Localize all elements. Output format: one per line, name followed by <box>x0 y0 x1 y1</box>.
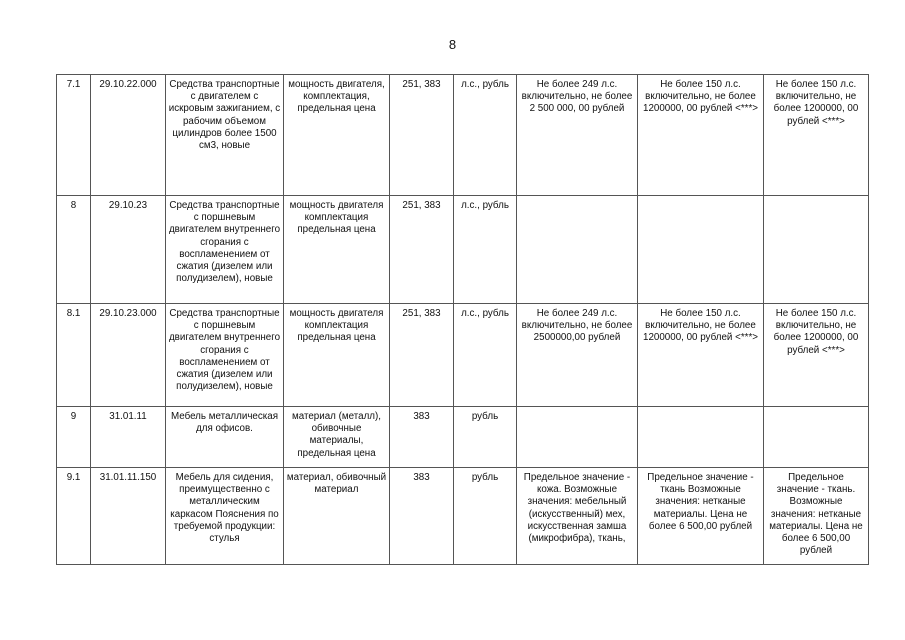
okei-code: 383 <box>390 468 454 565</box>
value-group-1 <box>517 196 638 304</box>
unit: л.с., рубль <box>454 75 517 196</box>
row-number: 8 <box>57 196 91 304</box>
value-group-3 <box>764 407 869 468</box>
characteristic: мощность двигателя комплектация предельная цена <box>284 304 390 407</box>
value-group-2 <box>638 196 764 304</box>
unit: рубль <box>454 468 517 565</box>
okpd-code: 31.01.11 <box>91 407 166 468</box>
page-number: 8 <box>448 37 457 52</box>
product-name: Мебель металлическая для офисов. <box>166 407 284 468</box>
unit: рубль <box>454 407 517 468</box>
value-group-1: Предельное значение - кожа. Возможные значения: мебельный (искусственный) мех, искусственная замша (микрофибра), ткань, <box>517 468 638 565</box>
okei-code: 251, 383 <box>390 304 454 407</box>
value-group-3: Не более 150 л.с. включительно, не более 1200000, 00 рублей <***> <box>764 304 869 407</box>
table-row <box>57 468 869 565</box>
table-row <box>57 304 869 407</box>
okei-code: 251, 383 <box>390 75 454 196</box>
value-group-3: Не более 150 л.с. включительно, не более 1200000, 00 рублей <***> <box>764 75 869 196</box>
value-group-2: Предельное значение - ткань Возможные значения: нетканые материалы. Цена не более 6 500,00 рублей <box>638 468 764 565</box>
okpd-code: 31.01.11.150 <box>91 468 166 565</box>
specification-table <box>56 74 869 565</box>
okpd-code: 29.10.23 <box>91 196 166 304</box>
row-number: 8.1 <box>57 304 91 407</box>
row-number: 9 <box>57 407 91 468</box>
characteristic: материал, обивочный материал <box>284 468 390 565</box>
characteristic: мощность двигателя, комплектация, предельная цена <box>284 75 390 196</box>
product-name: Средства транспортные с поршневым двигателем внутреннего сгорания с воспламенением от сжатия (дизелем или полудизелем), новые <box>166 304 284 407</box>
row-number: 7.1 <box>57 75 91 196</box>
product-name: Средства транспортные с двигателем с искровым зажиганием, с рабочим объемом цилиндров более 1500 см3, новые <box>166 75 284 196</box>
characteristic: мощность двигателя комплектация предельная цена <box>284 196 390 304</box>
characteristic: материал (металл), обивочные материалы, предельная цена <box>284 407 390 468</box>
value-group-2: Не более 150 л.с. включительно, не более 1200000, 00 рублей <***> <box>638 304 764 407</box>
table-row <box>57 196 869 304</box>
okei-code: 383 <box>390 407 454 468</box>
okei-code: 251, 383 <box>390 196 454 304</box>
table-row <box>57 75 869 196</box>
unit: л.с., рубль <box>454 196 517 304</box>
value-group-3 <box>764 196 869 304</box>
value-group-2 <box>638 407 764 468</box>
okpd-code: 29.10.23.000 <box>91 304 166 407</box>
product-name: Средства транспортные с поршневым двигателем внутреннего сгорания с воспламенением от сжатия (дизелем или полудизелем), новые <box>166 196 284 304</box>
okpd-code: 29.10.22.000 <box>91 75 166 196</box>
product-name: Мебель для сидения, преимущественно с металлическим каркасом Пояснения по требуемой продукции: стулья <box>166 468 284 565</box>
value-group-1: Не более 249 л.с. включительно, не более 2 500 000, 00 рублей <box>517 75 638 196</box>
value-group-1: Не более 249 л.с. включительно, не более 2500000,00 рублей <box>517 304 638 407</box>
unit: л.с., рубль <box>454 304 517 407</box>
row-number: 9.1 <box>57 468 91 565</box>
value-group-1 <box>517 407 638 468</box>
table-row <box>57 407 869 468</box>
value-group-3: Предельное значение - ткань. Возможные значения: нетканые материалы. Цена не более 6 500,00 рублей <box>764 468 869 565</box>
value-group-2: Не более 150 л.с. включительно, не более 1200000, 00 рублей <***> <box>638 75 764 196</box>
